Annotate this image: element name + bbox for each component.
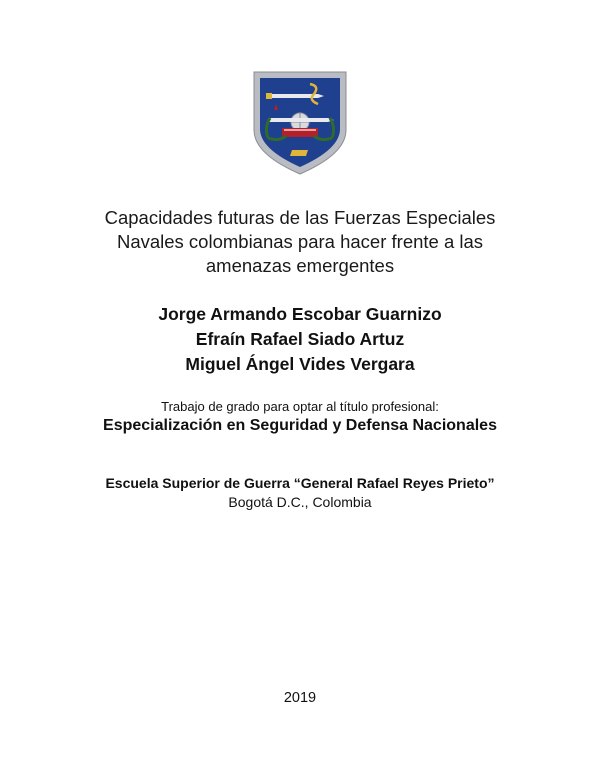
authors-list (0, 302, 600, 377)
degree-name: Especialización en Seguridad y Defensa Nacionales (103, 417, 497, 434)
title-line: Navales colombianas para hacer frente a las (116, 231, 484, 252)
author-name: Jorge Armando Escobar Guarnizo (158, 304, 442, 324)
document-title (0, 206, 600, 278)
author-name: Efraín Rafael Siado Artuz (195, 329, 405, 349)
author-name: Miguel Ángel Vides Vergara (185, 354, 415, 374)
degree-intro: Trabajo de grado para optar al título profesional: (161, 399, 439, 414)
title-line: amenazas emergentes (205, 255, 395, 276)
institution-name: Escuela Superior de Guerra “General Rafael Reyes Prieto” (105, 475, 495, 491)
year: 2019 (283, 690, 317, 706)
title-line: Capacidades futuras de las Fuerzas Especiales (104, 207, 496, 228)
location: Bogotá D.C., Colombia (228, 494, 372, 510)
institution-crest-logo (252, 70, 348, 176)
